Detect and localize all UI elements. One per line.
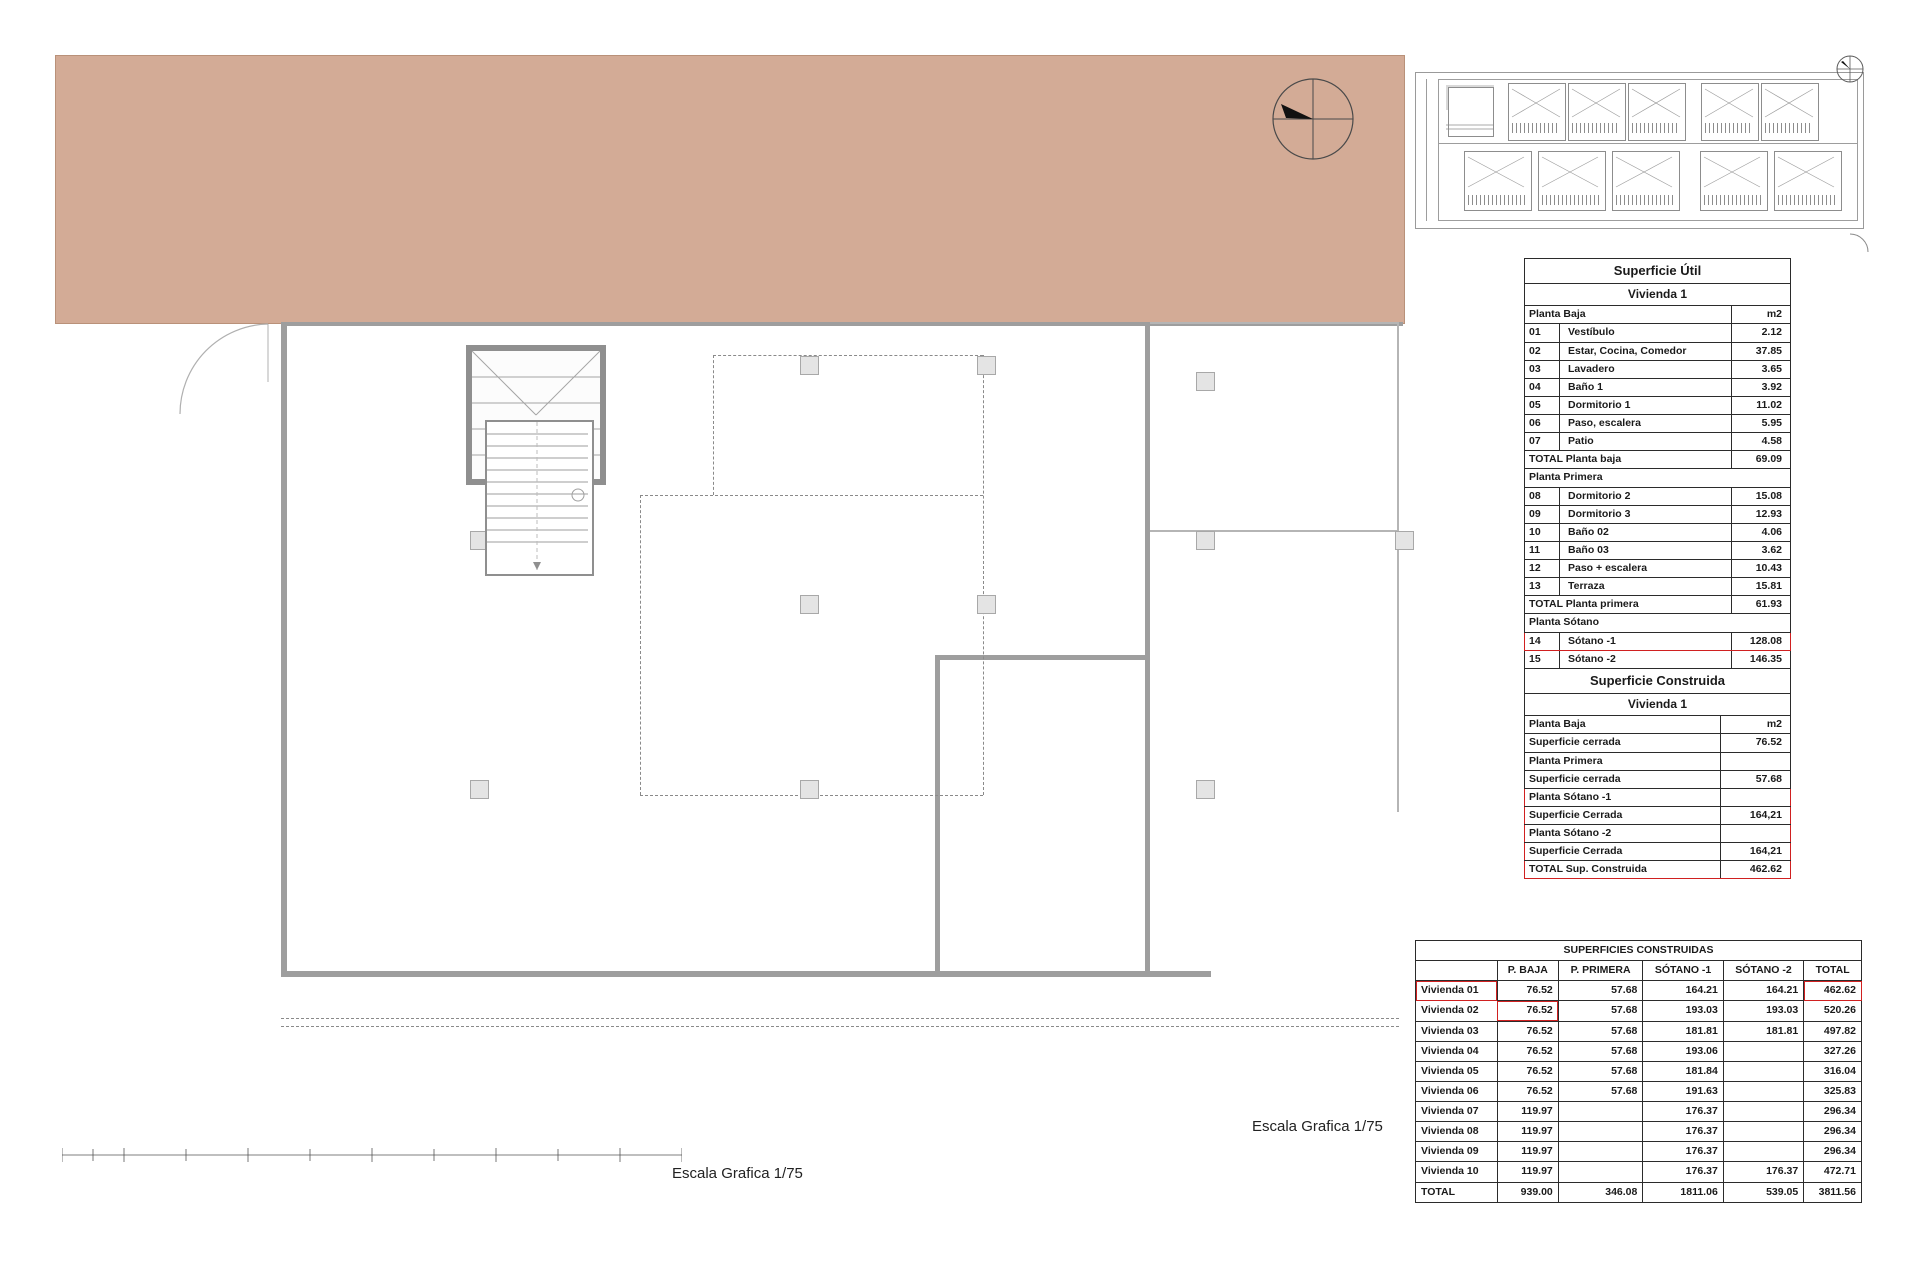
table-row [1525, 415, 1791, 433]
row-label: Superficie Cerrada [1525, 843, 1721, 861]
table-total-row [1525, 596, 1791, 614]
inner-room-top-wall [935, 655, 1150, 660]
cell-value [1723, 1061, 1803, 1081]
table-row [1416, 1102, 1862, 1122]
column-marker [800, 595, 819, 614]
table-row [1416, 1001, 1862, 1021]
total-value: 1811.06 [1643, 1182, 1723, 1202]
table-superficie-construida [1524, 668, 1791, 879]
row-code: 02 [1525, 342, 1560, 360]
cell-value [1723, 1081, 1803, 1101]
cell-value: 176.37 [1643, 1142, 1723, 1162]
cell-value: 176.37 [1643, 1122, 1723, 1142]
cell-value: 497.82 [1804, 1021, 1862, 1041]
total-value: 3811.56 [1804, 1182, 1862, 1202]
row-value: 3.92 [1731, 378, 1790, 396]
cell-value [1558, 1102, 1643, 1122]
cell-value [1723, 1122, 1803, 1142]
table-row [1525, 378, 1791, 396]
row-label: Vivienda 02 [1416, 1001, 1498, 1021]
table-row [1416, 1061, 1862, 1081]
cell-value: 193.03 [1723, 1001, 1803, 1021]
staircase-void-circle [566, 483, 590, 507]
cell-value: 296.34 [1804, 1102, 1862, 1122]
row-label: Superficie cerrada [1525, 734, 1721, 752]
cell-value [1723, 1102, 1803, 1122]
cell-value [1723, 1041, 1803, 1061]
table-row [1525, 396, 1791, 414]
row-label: Superficie Cerrada [1525, 806, 1721, 824]
table-row [1525, 342, 1791, 360]
cell-value: 181.81 [1723, 1021, 1803, 1041]
row-code: 15 [1525, 650, 1560, 668]
roof-slab [55, 55, 1405, 324]
table-row [1416, 1041, 1862, 1061]
column-marker [800, 780, 819, 799]
row-value: 4.58 [1731, 433, 1790, 451]
key-plan-north-arrow-icon [1836, 55, 1864, 83]
row-value: 57.68 [1721, 770, 1791, 788]
row-name: Dormitorio 2 [1560, 487, 1732, 505]
row-name: Paso, escalera [1560, 415, 1732, 433]
table-row [1416, 981, 1862, 1001]
table-title: Superficie Útil [1525, 259, 1791, 284]
table-total-row [1525, 861, 1791, 879]
row-value: 146.35 [1731, 650, 1790, 668]
col-header [1416, 961, 1498, 981]
row-code: 08 [1525, 487, 1560, 505]
row-label: Vivienda 07 [1416, 1102, 1498, 1122]
table-row-highlighted [1525, 806, 1791, 824]
table-row [1525, 324, 1791, 342]
col-header: P. PRIMERA [1558, 961, 1643, 981]
row-label: Vivienda 10 [1416, 1162, 1498, 1182]
row-name: Estar, Cocina, Comedor [1560, 342, 1732, 360]
dashed-boundary-right [983, 355, 984, 795]
cell-value [1558, 1142, 1643, 1162]
table-row [1525, 650, 1791, 668]
row-code: 14 [1525, 632, 1560, 650]
row-label: Vivienda 04 [1416, 1041, 1498, 1061]
row-value [1721, 825, 1791, 843]
total-label: TOTAL [1416, 1182, 1498, 1202]
cell-value: 76.52 [1497, 1021, 1558, 1041]
total-label: TOTAL Sup. Construida [1525, 861, 1721, 879]
table-row [1416, 1081, 1862, 1101]
dashed-boundary-mid [640, 495, 983, 496]
cell-value: 57.68 [1558, 1001, 1643, 1021]
row-name: Baño 03 [1560, 541, 1732, 559]
total-value: 539.05 [1723, 1182, 1803, 1202]
row-label: Planta Primera [1525, 752, 1721, 770]
cell-value: 57.68 [1558, 1041, 1643, 1061]
row-code: 01 [1525, 324, 1560, 342]
row-code: 13 [1525, 578, 1560, 596]
cell-value: 57.68 [1558, 981, 1643, 1001]
row-code: 06 [1525, 415, 1560, 433]
cell-value: 325.83 [1804, 1081, 1862, 1101]
table-row [1525, 360, 1791, 378]
dashed-boundary-left [713, 355, 714, 495]
row-value: 2.12 [1731, 324, 1790, 342]
row-value: 3.65 [1731, 360, 1790, 378]
cell-value [1723, 1142, 1803, 1162]
total-label: TOTAL Planta baja [1525, 451, 1732, 469]
table-total-row [1416, 1182, 1862, 1202]
total-value: 346.08 [1558, 1182, 1643, 1202]
table-row [1525, 505, 1791, 523]
table-row [1525, 734, 1791, 752]
col-header: SÓTANO -1 [1643, 961, 1723, 981]
cell-value: 296.34 [1804, 1122, 1862, 1142]
row-name: Dormitorio 3 [1560, 505, 1732, 523]
cell-value: 176.37 [1643, 1162, 1723, 1182]
column-marker [1196, 531, 1215, 550]
table-row-highlighted [1525, 632, 1791, 650]
table-row [1525, 578, 1791, 596]
cell-value: 57.68 [1558, 1021, 1643, 1041]
column-marker [800, 356, 819, 375]
cell-value [1558, 1122, 1643, 1142]
row-label: Vivienda 05 [1416, 1061, 1498, 1081]
section-header-planta-sotano: Planta Sótano [1525, 614, 1791, 632]
table-row-highlighted [1525, 843, 1791, 861]
row-value: 15.08 [1731, 487, 1790, 505]
table-row [1525, 523, 1791, 541]
scale-label-right: Escala Grafica 1/75 [1252, 1118, 1383, 1135]
row-label: Vivienda 08 [1416, 1122, 1498, 1142]
row-label: Planta Sótano -1 [1525, 788, 1721, 806]
row-value [1721, 752, 1791, 770]
row-value: 15.81 [1731, 578, 1790, 596]
cell-value: 76.52 [1497, 1001, 1558, 1021]
row-label: Planta Sótano -2 [1525, 825, 1721, 843]
cell-value: 327.26 [1804, 1041, 1862, 1061]
cell-value: 181.81 [1643, 1021, 1723, 1041]
row-value: 164,21 [1721, 843, 1791, 861]
dashed-exterior-line-2 [281, 1026, 1399, 1027]
column-marker [1196, 780, 1215, 799]
north-arrow-icon [1272, 78, 1354, 160]
cell-value: 472.71 [1804, 1162, 1862, 1182]
total-value: 462.62 [1721, 861, 1791, 879]
row-label: Vivienda 06 [1416, 1081, 1498, 1101]
row-value: 128.08 [1731, 632, 1790, 650]
row-code: 04 [1525, 378, 1560, 396]
section-header-planta-primera: Planta Primera [1525, 469, 1791, 487]
table-total-row [1525, 451, 1791, 469]
total-label: TOTAL Planta primera [1525, 596, 1732, 614]
table-row [1525, 716, 1791, 734]
dashed-boundary-left-long [640, 495, 641, 795]
cell-value: 316.04 [1804, 1061, 1862, 1081]
wall-segment-upper-right [1150, 322, 1397, 324]
cell-value: 119.97 [1497, 1162, 1558, 1182]
cell-value: 76.52 [1497, 1041, 1558, 1061]
row-label: Vivienda 09 [1416, 1142, 1498, 1162]
row-name: Patio [1560, 433, 1732, 451]
cell-value: 193.03 [1643, 1001, 1723, 1021]
table-title: SUPERFICIES CONSTRUIDAS [1416, 941, 1862, 961]
col-header: P. BAJA [1497, 961, 1558, 981]
row-label: Vivienda 01 [1416, 981, 1498, 1001]
table-row [1416, 1142, 1862, 1162]
key-plan-diagram [1415, 72, 1864, 229]
row-name: Sótano -2 [1560, 650, 1732, 668]
col-header: TOTAL [1804, 961, 1862, 981]
wall-segment-mid-right [1150, 530, 1397, 532]
row-value: 11.02 [1731, 396, 1790, 414]
row-name: Lavadero [1560, 360, 1732, 378]
row-value [1721, 788, 1791, 806]
table-row [1416, 1021, 1862, 1041]
row-code: 07 [1525, 433, 1560, 451]
table-row-highlighted [1525, 825, 1791, 843]
row-value: 10.43 [1731, 560, 1790, 578]
row-label: Planta Baja [1525, 716, 1721, 734]
column-marker [977, 356, 996, 375]
row-value: 12.93 [1731, 505, 1790, 523]
cell-value: 164.21 [1723, 981, 1803, 1001]
row-value: m2 [1721, 716, 1791, 734]
cell-value: 176.37 [1643, 1102, 1723, 1122]
cell-value: 191.63 [1643, 1081, 1723, 1101]
cell-value: 193.06 [1643, 1041, 1723, 1061]
total-value: 939.00 [1497, 1182, 1558, 1202]
row-value: 37.85 [1731, 342, 1790, 360]
cell-value: 119.97 [1497, 1122, 1558, 1142]
table-row-highlighted [1525, 788, 1791, 806]
row-code: 03 [1525, 360, 1560, 378]
column-marker [470, 780, 489, 799]
cell-value: 181.84 [1643, 1061, 1723, 1081]
unit-header: m2 [1731, 306, 1790, 324]
table-row [1416, 1162, 1862, 1182]
cell-value: 119.97 [1497, 1102, 1558, 1122]
row-code: 11 [1525, 541, 1560, 559]
row-name: Paso + escalera [1560, 560, 1732, 578]
row-name: Sótano -1 [1560, 632, 1732, 650]
cell-value: 57.68 [1558, 1081, 1643, 1101]
cell-value: 57.68 [1558, 1061, 1643, 1081]
table-superficie-util [1524, 258, 1791, 687]
wall-left [281, 322, 287, 977]
table-title: Superficie Construida [1525, 669, 1791, 694]
cell-value: 520.26 [1804, 1001, 1862, 1021]
table-subtitle: Vivienda 1 [1525, 284, 1791, 306]
total-value: 69.09 [1731, 451, 1790, 469]
wall-bottom [281, 971, 1211, 977]
row-label: Vivienda 03 [1416, 1021, 1498, 1041]
table-row [1525, 433, 1791, 451]
cell-value: 296.34 [1804, 1142, 1862, 1162]
table-subtitle: Vivienda 1 [1525, 694, 1791, 716]
total-value: 61.93 [1731, 596, 1790, 614]
door-swing-arc [140, 322, 270, 422]
col-header: SÓTANO -2 [1723, 961, 1803, 981]
cell-value [1558, 1162, 1643, 1182]
dashed-exterior-line-1 [281, 1018, 1399, 1019]
dashed-boundary-top [713, 355, 983, 356]
row-value: 3.62 [1731, 541, 1790, 559]
column-marker [977, 595, 996, 614]
wall-right-outer [1397, 322, 1399, 812]
table-row [1525, 487, 1791, 505]
row-code: 10 [1525, 523, 1560, 541]
graphic-scale-bar [62, 1148, 682, 1162]
cell-value: 119.97 [1497, 1142, 1558, 1162]
inner-room-left-wall [935, 655, 940, 977]
row-value: 5.95 [1731, 415, 1790, 433]
table-row [1525, 541, 1791, 559]
row-code: 05 [1525, 396, 1560, 414]
row-value: 4.06 [1731, 523, 1790, 541]
row-name: Baño 1 [1560, 378, 1732, 396]
row-name: Baño 02 [1560, 523, 1732, 541]
row-name: Terraza [1560, 578, 1732, 596]
table-row [1525, 770, 1791, 788]
scale-label-center: Escala Grafica 1/75 [672, 1165, 803, 1182]
table-row [1416, 1122, 1862, 1142]
column-marker [1196, 372, 1215, 391]
row-code: 12 [1525, 560, 1560, 578]
table-row [1525, 752, 1791, 770]
cell-value: 76.52 [1497, 1081, 1558, 1101]
row-value: 76.52 [1721, 734, 1791, 752]
cell-value: 164.21 [1643, 981, 1723, 1001]
cell-value: 76.52 [1497, 981, 1558, 1001]
row-name: Dormitorio 1 [1560, 396, 1732, 414]
row-value: 164,21 [1721, 806, 1791, 824]
table-row [1525, 560, 1791, 578]
row-name: Vestíbulo [1560, 324, 1732, 342]
cell-value: 176.37 [1723, 1162, 1803, 1182]
row-code: 09 [1525, 505, 1560, 523]
key-plan-corner-mark-icon [1848, 232, 1870, 254]
wall-right [1145, 322, 1150, 977]
row-label: Superficie cerrada [1525, 770, 1721, 788]
cell-value: 462.62 [1804, 981, 1862, 1001]
cell-value: 76.52 [1497, 1061, 1558, 1081]
table-superficies-construidas [1415, 940, 1862, 1203]
section-header-planta-baja: Planta Baja [1525, 306, 1732, 324]
